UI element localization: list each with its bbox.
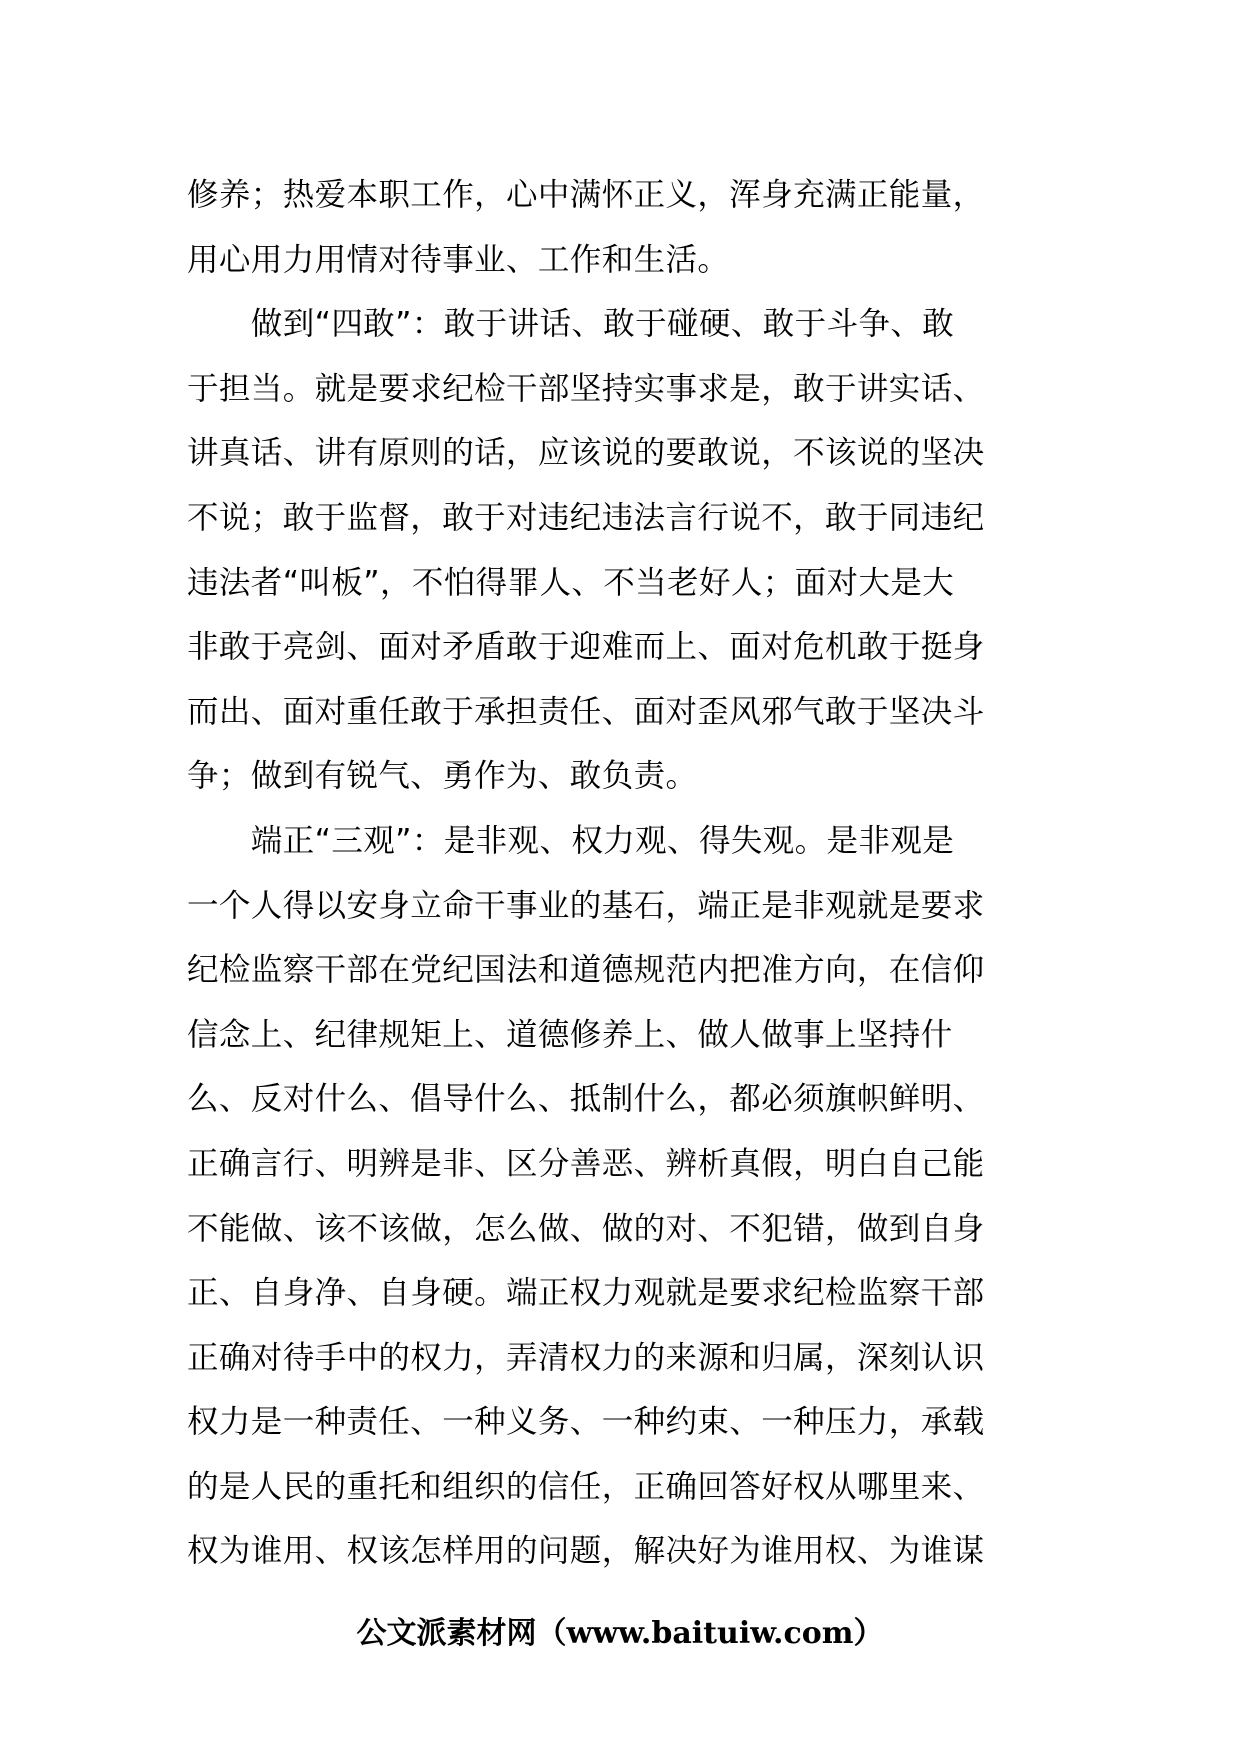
text-line: 端正“三观”：是非观、权力观、得失观。是非观是 [187, 822, 955, 859]
text-line: 讲真话、讲有原则的话，应该说的要敢说，不该说的坚决 [187, 435, 985, 472]
text-line: 非敢于亮剑、面对矛盾敢于迎难而上、面对危机敢于挺身 [187, 629, 985, 666]
text-line: 违法者“叫板”，不怕得罪人、不当老好人；面对大是大 [187, 564, 955, 601]
text-line: 正确对待手中的权力，弄清权力的来源和归属，深刻认识 [187, 1339, 985, 1376]
text-line: 权力是一种责任、一种义务、一种约束、一种压力，承载 [187, 1404, 985, 1441]
text-line: 不能做、该不该做，怎么做、做的对、不犯错，做到自身 [187, 1210, 985, 1247]
text-line: 用心用力用情对待事业、工作和生活。 [187, 241, 730, 278]
text-line: 的是人民的重托和组织的信任，正确回答好权从哪里来、 [187, 1468, 985, 1505]
text-line: 不说；敢于监督，敢于对违纪违法言行说不，敢于同违纪 [187, 499, 985, 536]
document-body [187, 163, 1057, 1584]
text-line: 信念上、纪律规矩上、道德修养上、做人做事上坚持什 [187, 1016, 953, 1053]
text-line: 修养；热爱本职工作，心中满怀正义，浑身充满正能量， [187, 177, 985, 213]
page-footer: 公文派素材网（www.baituiw.com） [356, 1616, 884, 1651]
text-line: 一个人得以安身立命干事业的基石，端正是非观就是要求 [187, 887, 985, 924]
text-line: 做到“四敢”：敢于讲话、敢于碰硬、敢于斗争、敢 [187, 306, 955, 343]
text-line: 纪检监察干部在党纪国法和道德规范内把准方向，在信仰 [187, 952, 985, 989]
text-line: 么、反对什么、倡导什么、抵制什么，都必须旗帜鲜明、 [187, 1081, 985, 1118]
text-line: 于担当。就是要求纪检干部坚持实事求是，敢于讲实话、 [187, 370, 985, 407]
text-line: 而出、面对重任敢于承担责任、面对歪风邪气敢于坚决斗 [187, 693, 985, 730]
text-line: 权为谁用、权该怎样用的问题，解决好为谁用权、为谁谋 [187, 1533, 985, 1570]
text-line: 争；做到有锐气、勇作为、敢负责。 [187, 758, 698, 795]
text-line: 正确言行、明辨是非、区分善恶、辨析真假，明白自己能 [187, 1145, 985, 1182]
text-line: 正、自身净、自身硬。端正权力观就是要求纪检监察干部 [187, 1275, 985, 1312]
